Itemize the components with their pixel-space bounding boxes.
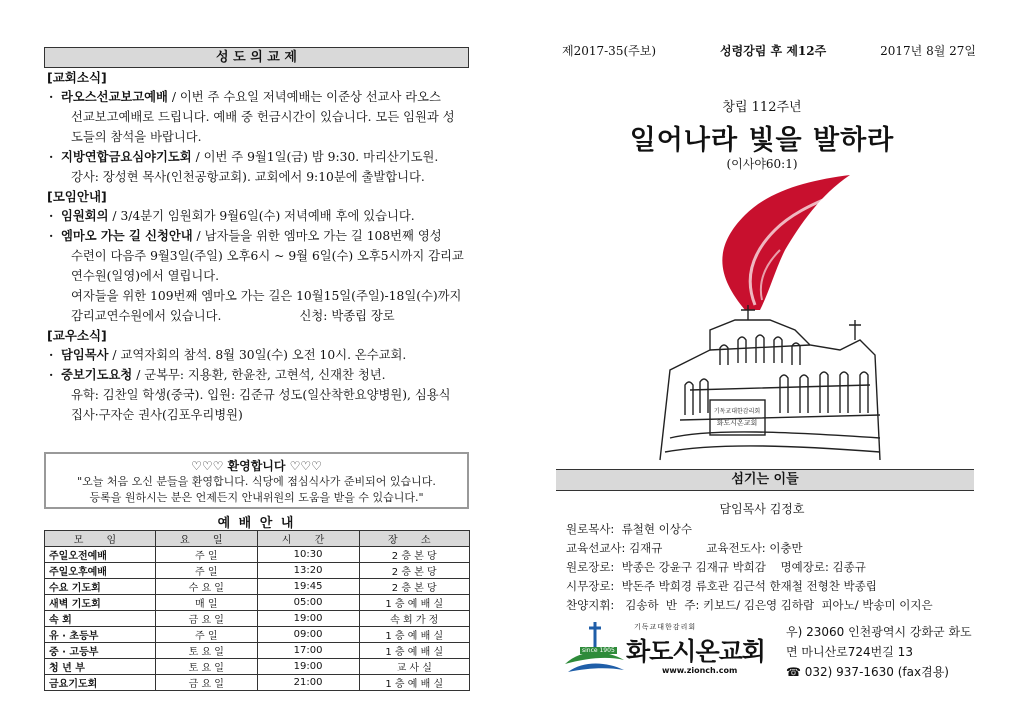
welcome-line-1: "오늘 처음 오신 분들을 환영합니다. 식당에 점심식사가 준비되어 있습니다.: [77, 475, 436, 488]
announcement-line: [47, 127, 472, 147]
welcome-title: ♡♡♡ 환영합니다 ♡♡♡: [191, 459, 322, 473]
schedule-row: [45, 595, 470, 611]
schedule-row: [45, 547, 470, 563]
schedule-cell: 금 요 일: [155, 675, 257, 691]
schedule-cell: 17:00: [257, 643, 359, 659]
issue-header: [540, 42, 984, 62]
church-address: [786, 622, 986, 682]
announcement-text: 감리교연수원에서 있습니다. 신청: 박종립 장로: [71, 309, 395, 323]
announcement-line: [47, 345, 472, 365]
logo-since: since 1905: [582, 647, 615, 654]
announcement-title: 지방연합금요심야기도회: [61, 150, 192, 164]
announcement-text: / 3/4분기 임원회가 9월6일(수) 저녁예배 후에 있습니다.: [108, 209, 415, 223]
schedule-header-cell: 시 간: [257, 531, 359, 547]
schedule-cell: 13:20: [257, 563, 359, 579]
schedule-cell: 2 층 본 당: [359, 563, 470, 579]
church-flame-illustration: [650, 170, 890, 465]
announcement-title: 라오스선교보고예배: [61, 90, 168, 104]
announcement-text: / 이번 주 수요일 저녁예배는 이준상 선교사 라오스: [167, 90, 441, 104]
staff-list: [566, 520, 986, 615]
phone-line: [786, 662, 986, 682]
staff-line: 시무장로: 박돈주 박희경 류호관 김근석 한재철 전형찬 박종립: [566, 579, 877, 593]
schedule-cell: 주 일: [155, 547, 257, 563]
schedule-cell: 주일오전예배: [45, 547, 156, 563]
announcement-line: [47, 206, 472, 226]
schedule-cell: 수 요 일: [155, 579, 257, 595]
schedule-cell: 1 층 예 배 실: [359, 675, 470, 691]
bullet-icon: ·: [49, 228, 54, 243]
welcome-box: [44, 452, 469, 509]
announcement-line: [47, 306, 472, 326]
schedule-cell: 1 층 예 배 실: [359, 595, 470, 611]
schedule-cell: 09:00: [257, 627, 359, 643]
announcement-line: [47, 167, 472, 187]
anniversary: 창립 112주년: [722, 100, 802, 115]
address-line-1: 우) 23060 인천광역시 강화군 화도: [786, 625, 972, 639]
announcement-line: [47, 226, 472, 246]
staff-line: 교육선교사: 김재규 교육전도사: 이충만: [566, 541, 803, 555]
schedule-cell: 1 층 예 배 실: [359, 643, 470, 659]
announcement-text: 연수원(일영)에서 열립니다.: [71, 269, 220, 283]
church-logo: [562, 620, 777, 680]
schedule-header-row: [45, 531, 470, 547]
announcement-line: [47, 147, 472, 167]
schedule-row: [45, 627, 470, 643]
schedule-cell: 속 회 가 정: [359, 611, 470, 627]
announcement-line: [47, 246, 472, 266]
announcement-text: / 교역자회의 참석. 8월 30일(수) 오전 10시. 온수교회.: [108, 348, 407, 362]
servants-title: 섬기는 이들: [556, 469, 974, 491]
schedule-cell: 청 년 부: [45, 659, 156, 675]
schedule-cell: 금요기도회: [45, 675, 156, 691]
schedule-cell: 주 일: [155, 563, 257, 579]
logo-church-name: 화도시온교회: [626, 637, 765, 666]
announcement-text: 유학: 김찬일 학생(중국). 입원: 김준규 성도(일산착한요양병원), 심용식: [71, 388, 451, 402]
bullet-icon: ·: [49, 149, 54, 164]
staff-line: 원로장로: 박종은 강윤구 김재규 박희감 명예장로: 김종규: [566, 560, 866, 574]
schedule-cell: 토 요 일: [155, 659, 257, 675]
schedule-cell: 교 사 실: [359, 659, 470, 675]
liturgical-season: 성령강림 후 제12주: [720, 44, 827, 58]
schedule-cell: 속 회: [45, 611, 156, 627]
schedule-cell: 1 층 예 배 실: [359, 627, 470, 643]
schedule-cell: 21:00: [257, 675, 359, 691]
schedule-cell: 주일오후예배: [45, 563, 156, 579]
announcement-line: [47, 107, 472, 127]
logo-website: www.zionch.com: [662, 666, 738, 675]
announcement-text: 강사: 장성현 목사(인천공항교회). 교회에서 9:10분에 출발합니다.: [71, 170, 425, 184]
welcome-line-2: 등록을 원하시는 분은 언제든지 안내위원의 도움을 받을 수 있습니다.": [89, 491, 424, 504]
schedule-row: [45, 611, 470, 627]
announcement-text: / 이번 주 9월1일(금) 밤 9:30. 마리산기도원.: [191, 150, 439, 164]
announcement-title: 담임목사: [61, 348, 109, 362]
announcement-text: 여자들을 위한 109번째 엠마오 가는 길은 10월15일(주일)-18일(수)까지: [71, 289, 462, 303]
schedule-title: 예 배 안 내: [217, 516, 296, 531]
worship-schedule-table: [44, 530, 470, 691]
schedule-cell: 19:00: [257, 611, 359, 627]
bullet-icon: ·: [49, 367, 54, 382]
schedule-header-cell: 요 일: [155, 531, 257, 547]
staff-line: 원로목사: 류철현 이상수: [566, 522, 692, 536]
announcement-title: 엠마오 가는 길 신청안내: [61, 229, 193, 243]
schedule-cell: 2 층 본 당: [359, 579, 470, 595]
senior-pastor: 담임목사 김정호: [719, 502, 805, 516]
schedule-cell: 매 일: [155, 595, 257, 611]
section-heading: [모임안내]: [47, 189, 107, 204]
schedule-cell: 19:00: [257, 659, 359, 675]
schedule-cell: 주 일: [155, 627, 257, 643]
schedule-cell: 05:00: [257, 595, 359, 611]
schedule-cell: 19:45: [257, 579, 359, 595]
motto: 일어나라 빛을 발하라: [629, 125, 895, 156]
schedule-cell: 10:30: [257, 547, 359, 563]
announcement-text: / 군복무: 지용환, 한윤찬, 고현석, 신재찬 청년.: [132, 368, 386, 382]
schedule-row: [45, 579, 470, 595]
announcement-text: 선교보고예배로 드립니다. 예배 중 헌금시간이 있습니다. 모든 임원과 성: [71, 110, 455, 124]
announcement-line: [47, 266, 472, 286]
schedule-header-cell: 모 임: [45, 531, 156, 547]
bulletin-date: 2017년 8월 27일: [880, 44, 976, 58]
schedule-cell: 유 · 초등부: [45, 627, 156, 643]
phone-icon: ☎: [786, 665, 805, 679]
bullet-icon: ·: [49, 347, 54, 362]
bullet-icon: ·: [49, 208, 54, 223]
announcement-text: 수련이 다음주 9월3일(주일) 오후6시 ~ 9월 6일(수) 오후5시까지 감리교: [71, 249, 464, 263]
announcement-line: [47, 365, 472, 385]
schedule-cell: 토 요 일: [155, 643, 257, 659]
fellowship-content: [47, 68, 472, 425]
schedule-row: [45, 659, 470, 675]
staff-line: 찬양지휘: 김송하 반 주: 키보드/ 김은영 김하람 피아노/ 박송미 이지은: [566, 598, 933, 612]
schedule-cell: 2 층 본 당: [359, 547, 470, 563]
announcement-title: 중보기도요청: [61, 368, 133, 382]
schedule-cell: 중 · 고등부: [45, 643, 156, 659]
schedule-row: [45, 643, 470, 659]
church-sign-line-1: 기독교대한감리회: [713, 408, 761, 415]
announcement-title: 임원회의: [61, 209, 109, 223]
announcement-text: / 남자들을 위한 엠마오 가는 길 108번째 영성: [192, 229, 442, 243]
phone-number: 032) 937-1630 (fax겸용): [804, 665, 949, 679]
announcement-line: [47, 87, 472, 107]
schedule-row: [45, 675, 470, 691]
schedule-cell: 수요 기도회: [45, 579, 156, 595]
bullet-icon: ·: [49, 89, 54, 104]
bible-verse: (이사야60:1): [726, 157, 798, 171]
address-line-2: 면 마니산로724번길 13: [786, 645, 913, 659]
schedule-header-cell: 장 소: [359, 531, 470, 547]
section-heading: [교우소식]: [47, 328, 107, 343]
fellowship-title: 성 도 의 교 제: [44, 47, 469, 68]
logo-denomination: 기독교대한감리회: [634, 623, 697, 631]
schedule-cell: 금 요 일: [155, 611, 257, 627]
announcement-text: 집사·구자순 권사(김포우리병원): [71, 408, 243, 422]
announcement-line: [47, 405, 472, 425]
issue-number: 제2017-35(주보): [562, 44, 657, 58]
schedule-cell: 새벽 기도회: [45, 595, 156, 611]
schedule-row: [45, 563, 470, 579]
announcement-text: 도들의 참석을 바랍니다.: [71, 130, 202, 144]
section-heading: [교회소식]: [47, 70, 107, 85]
announcement-line: [47, 286, 472, 306]
announcement-line: [47, 385, 472, 405]
church-sign-line-2: 화도시온교회: [716, 419, 758, 427]
